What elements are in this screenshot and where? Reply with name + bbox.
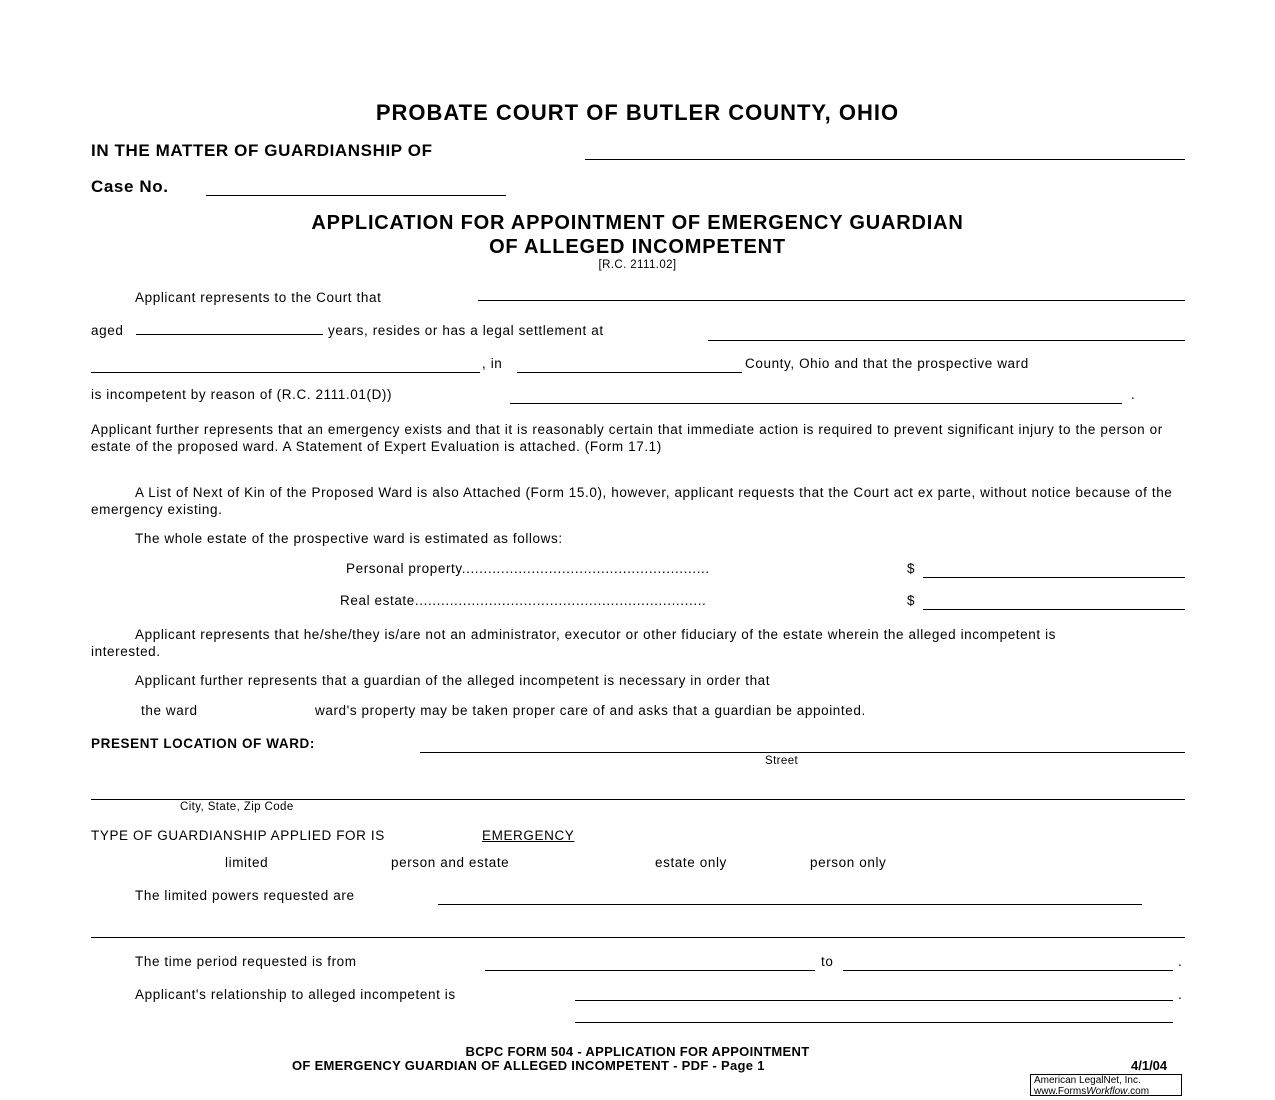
statute-reference: [R.C. 2111.02]	[598, 259, 677, 271]
time-to-field[interactable]	[843, 970, 1173, 971]
real-estate-label: Real estate...................................................................	[340, 593, 707, 608]
not-fiduciary-text: Applicant represents that he/she/they is/are not an administrator, executor or other fiduciary of the estate wherein the alleged incompetent is interested.	[91, 627, 1057, 659]
street-field[interactable]	[420, 752, 1185, 753]
real-estate-dollar: $	[907, 593, 916, 608]
publisher-badge	[1030, 1074, 1182, 1096]
case-number-label: Case No.	[91, 177, 169, 196]
limited-powers-field[interactable]	[438, 904, 1142, 905]
limited-powers-label: The limited powers requested are	[135, 888, 355, 903]
case-number-field[interactable]	[206, 195, 506, 196]
form-title-line1: APPLICATION FOR APPOINTMENT OF EMERGENCY GUARDIAN	[311, 212, 964, 234]
publisher-website[interactable]	[1034, 1086, 1181, 1097]
court-title: PROBATE COURT OF BUTLER COUNTY, OHIO	[375, 100, 900, 125]
guardianship-type-value: EMERGENCY	[482, 828, 575, 843]
reason-period: .	[1131, 387, 1136, 402]
to-label: to	[821, 954, 834, 969]
real-estate-field[interactable]	[923, 609, 1185, 610]
wards-property-text: ward's property may be taken proper care of and asks that a guardian be appointed.	[315, 703, 866, 718]
time-from-field[interactable]	[485, 970, 815, 971]
street-caption: Street	[765, 755, 799, 767]
matter-label: IN THE MATTER OF GUARDIANSHIP OF	[91, 141, 433, 160]
personal-property-field[interactable]	[923, 577, 1185, 578]
residence-line2-field[interactable]	[91, 372, 480, 373]
resides-label: years, resides or has a legal settlement at	[328, 323, 604, 338]
city-state-zip-caption: City, State, Zip Code	[180, 801, 294, 813]
footer-form-line1: BCPC FORM 504 - APPLICATION FOR APPOINTMENT	[465, 1044, 810, 1059]
guardianship-type-label: TYPE OF GUARDIANSHIP APPLIED FOR IS	[91, 828, 385, 843]
website-italic: Workflow	[1086, 1086, 1128, 1097]
guardian-necessary-text: Applicant further represents that a guardian of the alleged incompetent is necessary in order that	[135, 673, 771, 688]
website-suffix: .com	[1127, 1086, 1150, 1097]
next-of-kin-text: A List of Next of Kin of the Proposed Ward is also Attached (Form 15.0), however, applicant requests that the Court act ex parte, without notice because of the emergency existing.	[91, 485, 1173, 517]
present-location-label: PRESENT LOCATION OF WARD:	[91, 736, 315, 751]
footer-form-line2: OF EMERGENCY GUARDIAN OF ALLEGED INCOMPETENT - PDF - Page 1	[292, 1058, 765, 1073]
relationship-line2-field[interactable]	[575, 1022, 1173, 1023]
age-field[interactable]	[136, 334, 323, 335]
personal-property-dollar: $	[907, 561, 916, 576]
time-period-label: The time period requested is from	[135, 954, 357, 969]
not-fiduciary-paragraph	[91, 626, 1091, 660]
incompetent-reason-label: is incompetent by reason of (R.C. 2111.01(D))	[91, 387, 393, 402]
county-field[interactable]	[517, 372, 742, 373]
limited-powers-line2-field[interactable]	[91, 937, 1185, 938]
next-of-kin-paragraph	[91, 484, 1186, 518]
time-period-end: .	[1178, 954, 1183, 969]
emergency-paragraph: Applicant further represents that an emergency exists and that it is reasonably certain that immediate action is required to prevent significant injury to the person or estate of the proposed ward. A Statement of Expert Evaluation is attached. (Form 17.1)	[91, 422, 1163, 454]
form-title-line2: OF ALLEGED INCOMPETENT	[489, 236, 786, 258]
incompetent-reason-field[interactable]	[510, 403, 1122, 404]
the-ward-label: the ward	[141, 703, 198, 718]
aged-label: aged	[91, 323, 124, 338]
option-estate-only[interactable]: estate only	[655, 855, 727, 870]
residence-field[interactable]	[708, 340, 1185, 341]
county-label: County, Ohio and that the prospective ward	[745, 356, 1029, 371]
publisher-name: American LegalNet, Inc.	[1034, 1075, 1141, 1086]
applicant-represents-label: Applicant represents to the Court that	[135, 290, 382, 305]
city-state-zip-field[interactable]	[91, 799, 1185, 800]
option-person-only[interactable]: person only	[810, 855, 887, 870]
website-prefix: www.Forms	[1034, 1086, 1087, 1097]
option-person-and-estate[interactable]: person and estate	[391, 855, 510, 870]
option-limited[interactable]: limited	[225, 855, 269, 870]
estate-intro: The whole estate of the prospective ward is estimated as follows:	[135, 531, 563, 546]
relationship-label: Applicant's relationship to alleged incompetent is	[135, 987, 456, 1002]
applicant-name-field[interactable]	[478, 300, 1185, 301]
ward-name-field[interactable]	[585, 159, 1185, 160]
footer-date: 4/1/04	[1131, 1058, 1168, 1073]
relationship-period: .	[1178, 987, 1183, 1002]
relationship-field[interactable]	[575, 1000, 1173, 1001]
personal-property-label: Personal property.........................................................	[346, 561, 710, 576]
in-label: , in	[482, 356, 503, 371]
